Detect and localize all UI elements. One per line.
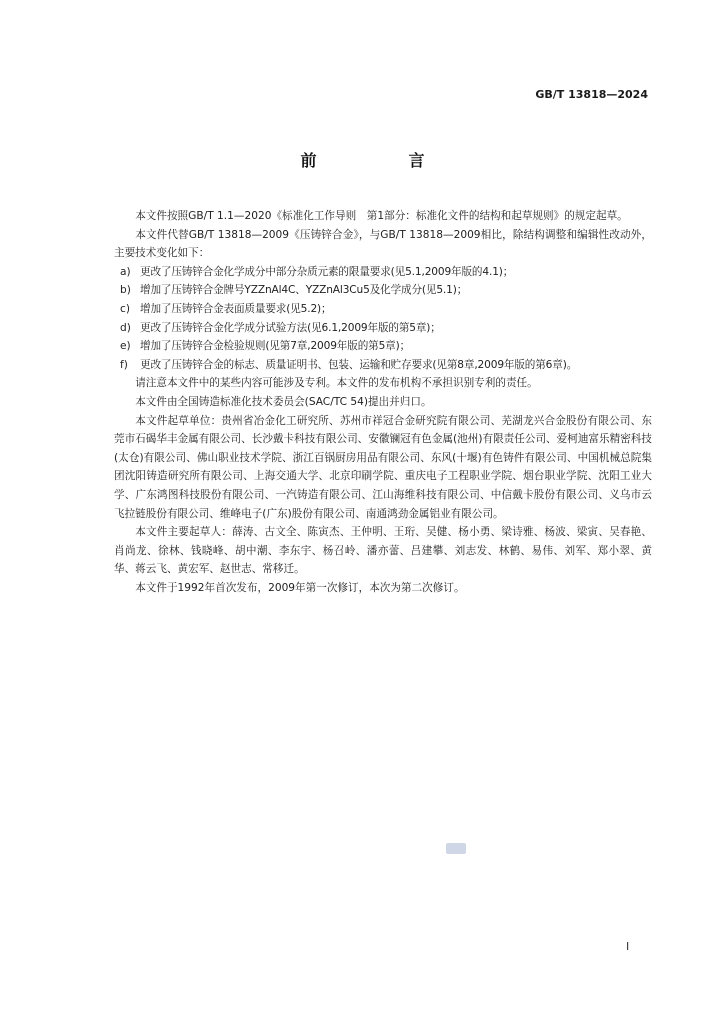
change-item-mark: c) (120, 302, 130, 315)
page-title: 前 言 (300, 151, 463, 170)
foreword-paragraph: 请注意本文件中的某些内容可能涉及专利。本文件的发布机构不承担识别专利的责任。 (135, 377, 538, 390)
change-item-mark: e) (120, 340, 131, 353)
change-item (114, 263, 652, 282)
foreword-paragraph: 本文件按照GB/T 1.1—2020《标准化工作导则 第1部分：标准化文件的结构和起草规则》的规定起草。 (135, 210, 628, 222)
change-item (114, 300, 652, 319)
foreword-paragraph: 本文件由全国铸造标准化技术委员会(SAC/TC 54)提出并归口。 (135, 395, 432, 408)
change-item-text: 增加了压铸锌合金表面质量要求(见5.2)； (140, 302, 332, 315)
change-item (114, 281, 652, 300)
foreword-body (114, 207, 652, 597)
page-number: I (626, 940, 630, 953)
change-item-mark: d) (120, 321, 131, 334)
change-item-text: 更改了压铸锌合金的标志、质量证明书、包装、运输和贮存要求(见第8章,2009年版的第6章)。 (140, 358, 578, 371)
change-item-text: 增加了压铸锌合金检验规则(见第7章,2009年版的第5章)； (140, 340, 411, 353)
change-item (114, 319, 652, 338)
standard-code: GB/T 13818—2024 (535, 88, 648, 101)
change-item (114, 337, 652, 356)
drafting-units-paragraph: 本文件起草单位：贵州省冶金化工研究所、苏州市祥冠合金研究院有限公司、芜湖龙兴合金股份有限公司、东莞市石碣华丰金属有限公司、长沙戴卡科技有限公司、安徽镧冠有色金属(池州)有限责任公司、爱柯迪富乐精密科技(太仓)有限公司、佛山职业技术学院、浙江百锅厨房用品有限公司、东风(十堰)有色铸件有限公司、中国机械总院集团沈阳铸造研究所有限公司、上海交通大学、北京印刷学院、重庆电子工程职业学院、烟台职业学院、沈阳工业大学、广东鸿图科技股份有限公司、一汽铸造有限公司、江山海维科技有限公司、中信戴卡股份有限公司、义乌市云飞拉链股份有限公司、维峰电子(广东)股份有限公司、南通鸿劲金属铝业有限公司。 (114, 414, 652, 520)
foreword-paragraph: 本文件于1992年首次发布，2009年第一次修订，本次为第二次修订。 (135, 581, 465, 594)
change-item-mark: a) (120, 265, 131, 278)
drafters-paragraph: 本文件主要起草人：薛涛、古文全、陈寅杰、王仲明、王珩、吴健、杨小勇、梁诗雅、杨波、梁寅、吴春艳、肖尚龙、徐林、钱晓峰、胡中潮、李东宇、杨召岭、潘亦蕾、吕建攀、刘志发、林鹤、易伟、刘军、郑小翠、黄华、蒋云飞、黄宏军、赵世志、常移迁。 (114, 526, 652, 576)
change-item-mark: b) (120, 284, 131, 297)
change-item-mark: f) (120, 358, 128, 371)
foreword-paragraph: 本文件代替GB/T 13818—2009《压铸锌合金》，与GB/T 13818—2009相比，除结构调整和编辑性改动外，主要技术变化如下： (114, 228, 652, 260)
change-item-text: 增加了压铸锌合金牌号YZZnAl4C、YZZnAl3Cu5及化学成分(见5.1)； (140, 284, 468, 297)
change-item-text: 更改了压铸锌合金化学成分试验方法(见6.1,2009年版的第5章)； (140, 321, 441, 334)
change-item-text: 更改了压铸锌合金化学成分中部分杂质元素的限量要求(见5.1,2009年版的4.1)； (140, 265, 514, 278)
publisher-logo-icon (446, 843, 466, 854)
change-item (114, 356, 652, 375)
